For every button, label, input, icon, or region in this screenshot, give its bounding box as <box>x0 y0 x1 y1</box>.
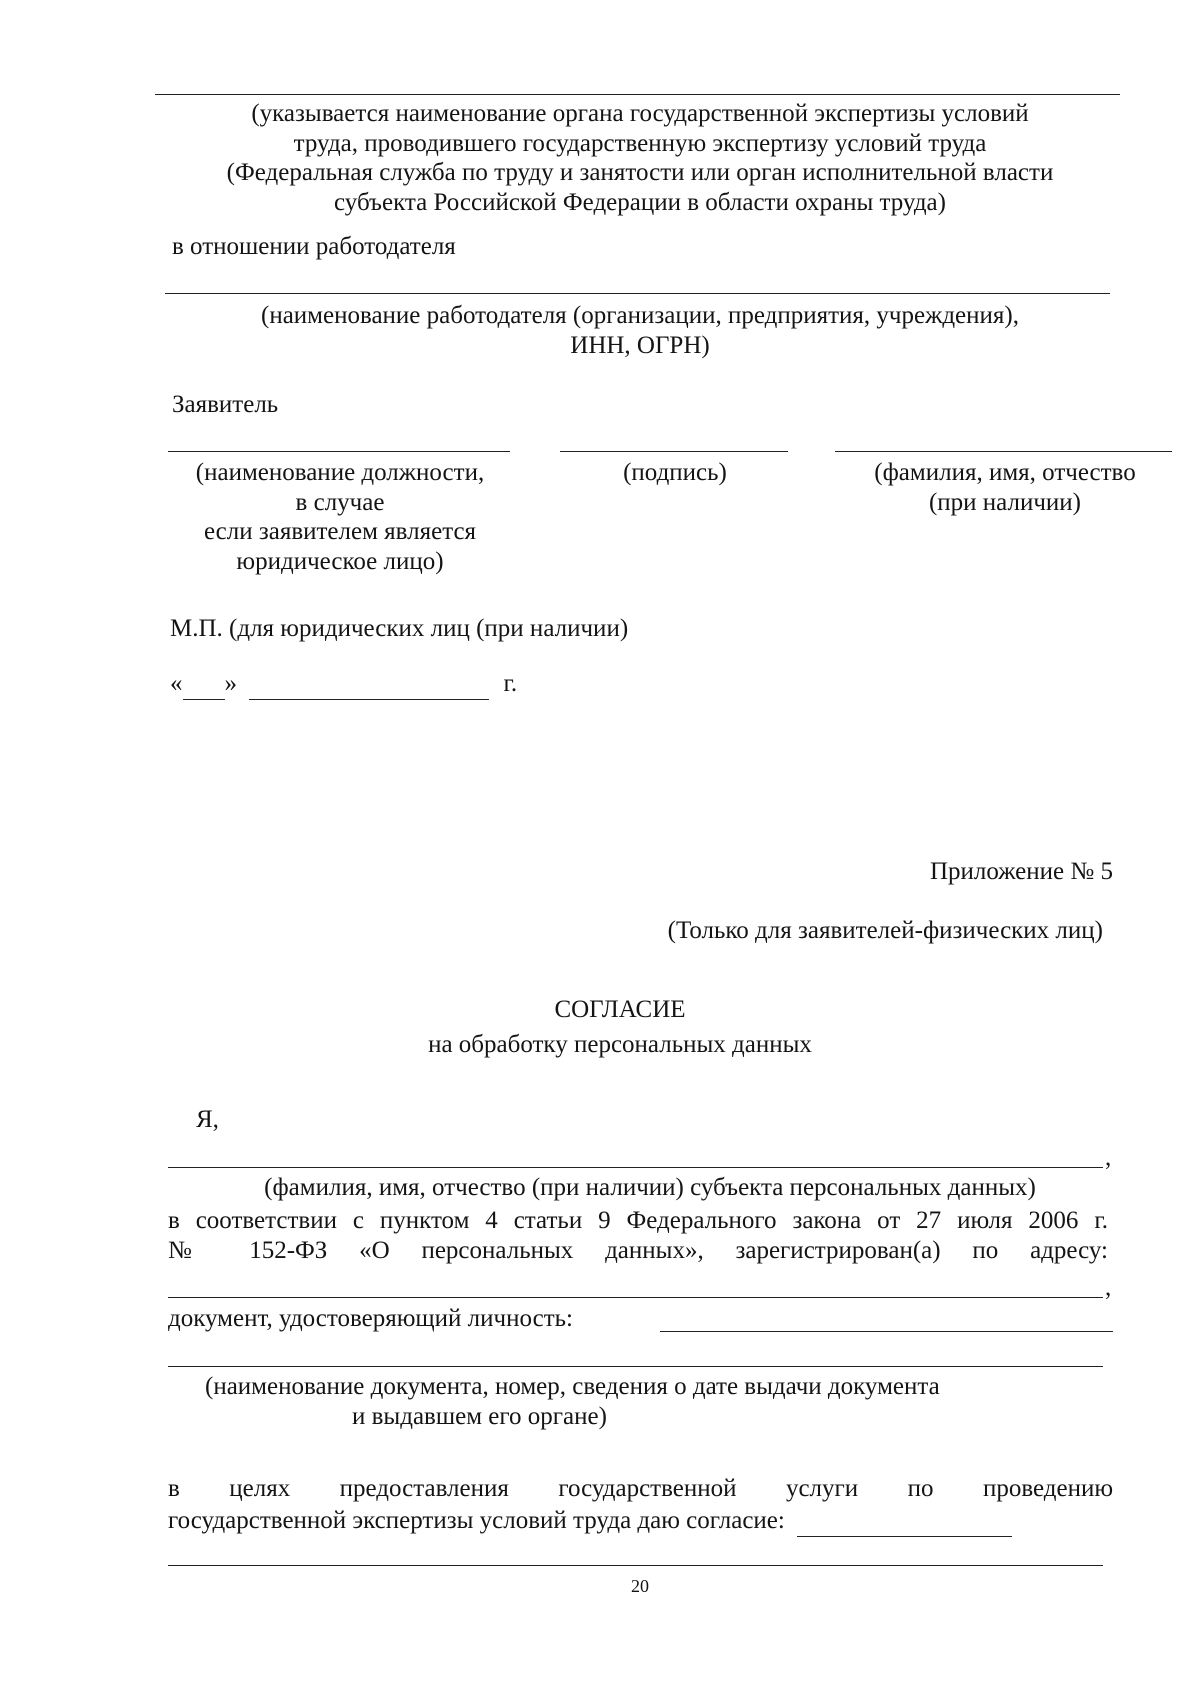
expertise-caption-line-1: (указывается наименование органа государственной экспертизы условий <box>251 100 1029 127</box>
employer-rule <box>165 293 1110 294</box>
identity-caption-line-1: (наименование документа, номер, сведения о дате выдачи документа <box>205 1373 940 1400</box>
employer-relation-label: в отношении работодателя <box>172 233 456 260</box>
expertise-caption-line-3: (Федеральная служба по труду и занятости или орган исполнительной власти <box>226 159 1054 186</box>
full-name-caption <box>830 458 1180 517</box>
pronoun-i: Я, <box>196 1106 219 1133</box>
expertise-body-caption <box>150 99 1130 217</box>
position-field-line <box>168 451 510 452</box>
full-name-field-line <box>835 451 1172 452</box>
position-caption-line-3: если заявителем является <box>203 518 477 545</box>
stamp-place-label: М.П. (для юридических лиц (при наличии) <box>170 615 629 642</box>
purpose-line-1: в целях предоставления государственной услуги по проведению <box>168 1475 1113 1502</box>
expertise-caption-line-2: труда, проводившего государственную экспертизу условий труда <box>293 129 987 157</box>
employer-caption-line-1: (наименование работодателя (организации, предприятия, учреждения), <box>261 302 1019 329</box>
signature-caption: (подпись) <box>623 459 727 486</box>
legal-basis-line-1: в соответствии с пунктом 4 статьи 9 Федерального закона от 27 июля 2006 г. <box>168 1207 1108 1234</box>
expertise-caption-line-4: субъекта Российской Федерации в области охраны труда) <box>334 188 946 216</box>
date-open-quote: « <box>170 670 183 697</box>
position-caption-line-1: (наименование должности, <box>195 459 485 486</box>
address-field-line <box>168 1297 1103 1298</box>
identity-document-caption <box>150 1372 1100 1431</box>
employer-caption <box>150 301 1130 360</box>
full-name-caption-line-1: (фамилия, имя, отчество <box>874 459 1136 486</box>
date-line <box>170 669 517 700</box>
full-name-caption-line-2: (при наличии) <box>928 488 1082 516</box>
identity-document-label: документ, удостоверяющий личность: <box>168 1305 573 1332</box>
page-number: 20 <box>631 1576 649 1596</box>
legal-basis-text <box>168 1206 1108 1265</box>
purpose-line-2-text: государственной экспертизы условий труда даю согласие: <box>168 1507 785 1534</box>
date-day-field <box>183 669 225 700</box>
appendix-number: Приложение № 5 <box>929 858 1113 885</box>
position-caption-line-4: юридическое лицо) <box>236 547 444 575</box>
consent-subtitle: на обработку персональных данных <box>428 1031 812 1058</box>
consent-title: СОГЛАСИЕ <box>554 996 686 1023</box>
consent-scope-field <box>797 1506 1012 1537</box>
identity-caption-line-2: и выдавшем его органе) <box>352 1402 607 1430</box>
top-rule <box>155 94 1120 95</box>
date-close-quote: » <box>224 670 237 697</box>
address-comma: , <box>1105 1274 1112 1301</box>
employer-caption-line-2: ИНН, ОГРН) <box>570 331 710 359</box>
subject-name-caption: (фамилия, имя, отчество (при наличии) субъекта персональных данных) <box>264 1174 1036 1201</box>
identity-document-field-line <box>660 1331 1113 1332</box>
date-month-year-field <box>249 669 489 700</box>
position-caption-line-2: в случае <box>295 488 385 516</box>
legal-basis-line-2: № 152-ФЗ «О персональных данных», зарегистрирован(а) по адресу: <box>168 1236 1108 1264</box>
date-year-suffix: г. <box>503 670 518 697</box>
applicant-label: Заявитель <box>172 391 279 418</box>
consent-scope-continuation-line <box>168 1565 1103 1566</box>
position-caption <box>160 458 520 576</box>
applicability-note: (Только для заявителей-физических лиц) <box>667 917 1103 944</box>
subject-name-comma: , <box>1105 1144 1112 1171</box>
purpose-line-2 <box>168 1506 1012 1537</box>
subject-name-field-line <box>168 1167 1103 1168</box>
signature-field-line <box>560 451 788 452</box>
identity-document-continuation-line <box>168 1366 1103 1367</box>
